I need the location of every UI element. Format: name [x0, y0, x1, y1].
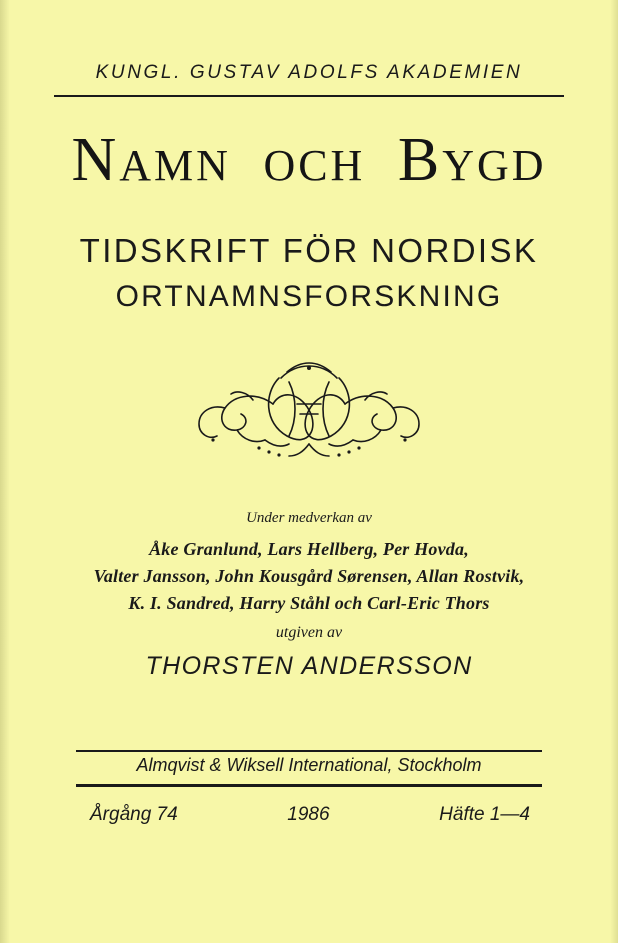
editor-name: THORSTEN ANDERSSON — [145, 652, 473, 680]
issue-number-label: Häfte 1—4 — [439, 804, 530, 825]
cover-content — [48, 0, 570, 943]
contributors-list — [48, 536, 570, 617]
editor-label: utgiven av — [275, 624, 343, 641]
contributors-label: Under medverkan av — [246, 510, 372, 526]
contributor-line: Åke Granlund, Lars Hellberg, Per Hovda, — [149, 539, 469, 559]
publisher-divider-bottom — [76, 784, 542, 787]
floral-monogram-ornament — [48, 348, 570, 468]
year-label: 1986 — [287, 804, 330, 825]
issue-info-row — [78, 804, 540, 826]
academy-name: KUNGL. GUSTAV ADOLFS AKADEMIEN — [95, 62, 523, 83]
journal-subtitle-line-2: ORTNAMNSFORSKNING — [115, 280, 503, 313]
journal-title: NAMN OCH BYGD — [71, 126, 547, 194]
contributor-line: Valter Jansson, John Kousgård Sørensen, Allan Rostvik, — [93, 566, 525, 586]
publisher-name: Almqvist & Wiksell International, Stockholm — [136, 755, 482, 775]
top-divider — [54, 95, 564, 97]
contributor-line: K. I. Sandred, Harry Ståhl och Carl-Eric Thors — [128, 593, 490, 613]
volume-label: Årgång 74 — [90, 804, 178, 825]
journal-subtitle-line-1: TIDSKRIFT FÖR NORDISK — [79, 232, 539, 269]
publisher-divider-top — [76, 750, 542, 752]
